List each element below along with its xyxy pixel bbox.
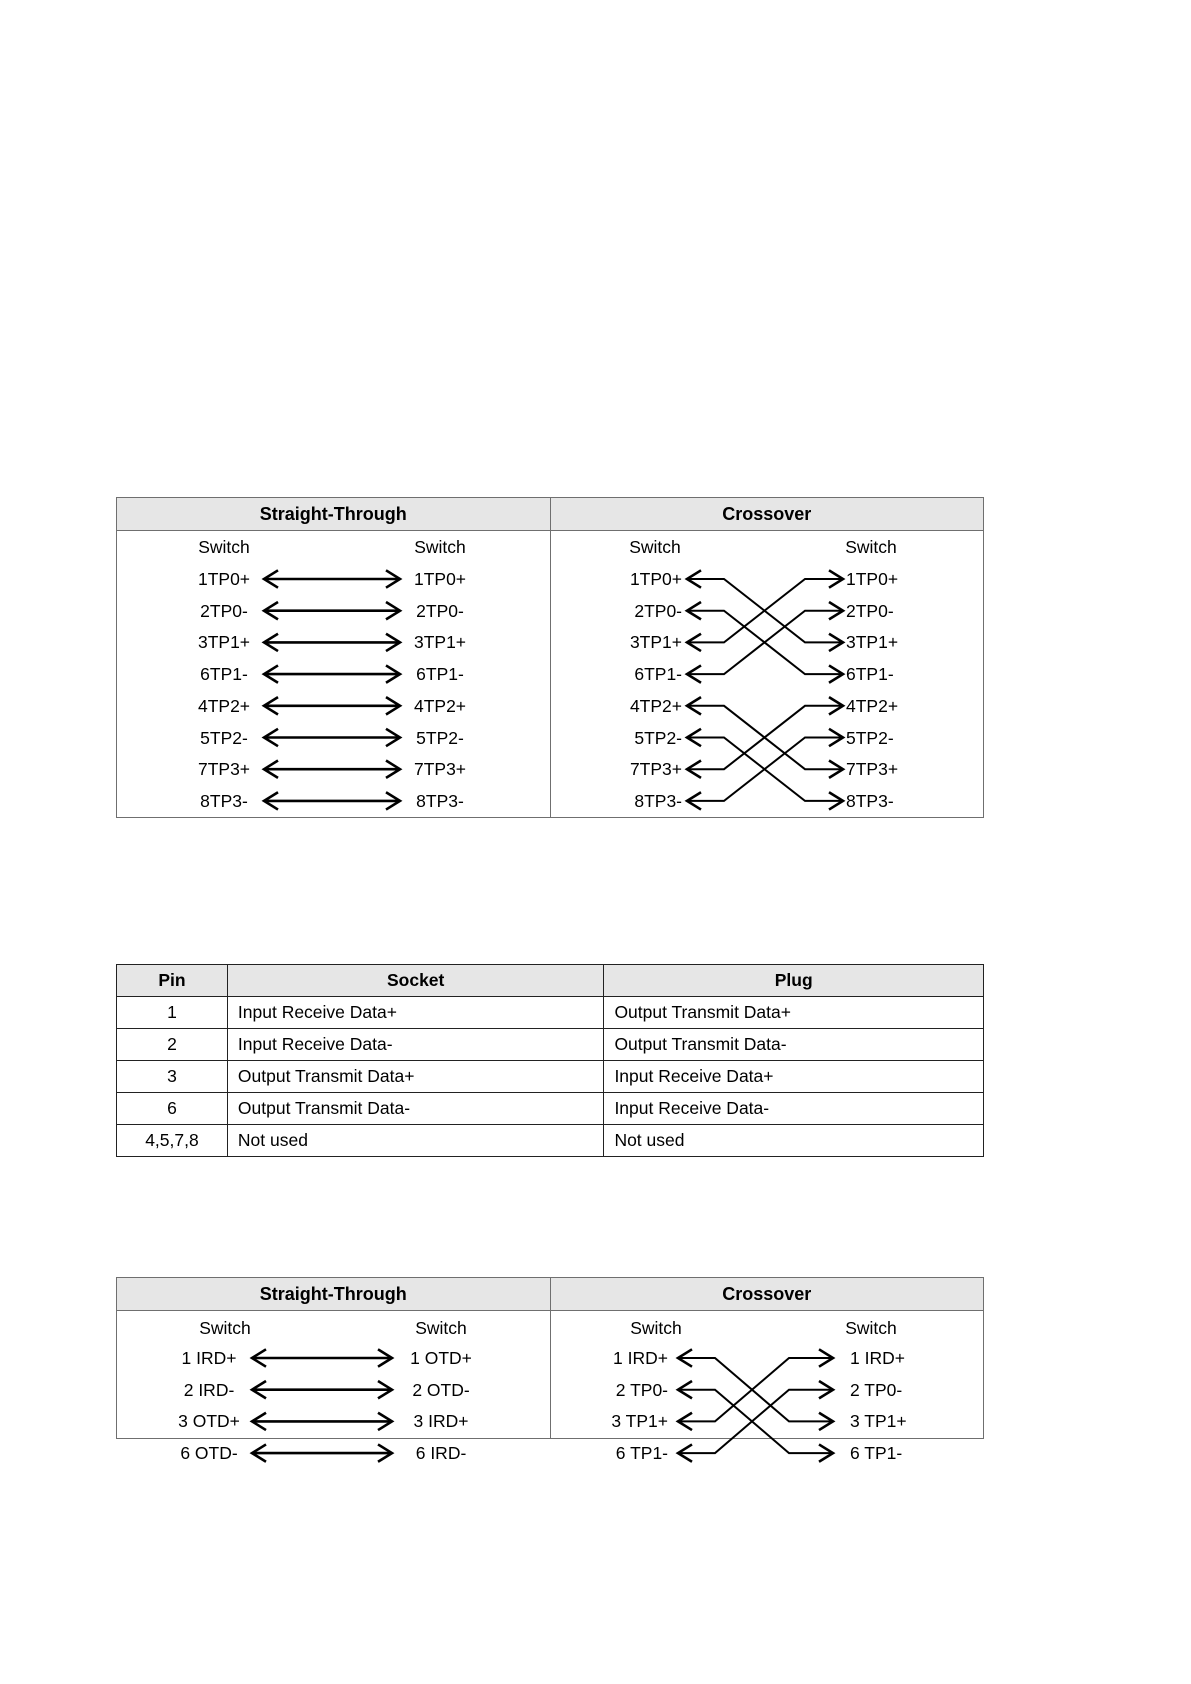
pin-label: 6TP1- xyxy=(200,664,248,685)
table-row xyxy=(117,1061,984,1093)
crossover-header: Crossover xyxy=(550,1278,984,1311)
pin-label: 5TP2- xyxy=(200,727,248,748)
pin-label: 3TP1+ xyxy=(629,632,682,653)
connection-arrows xyxy=(117,1278,985,1440)
device-label-right: Switch xyxy=(845,537,897,557)
pin-label: 8TP3- xyxy=(846,790,894,811)
connection-arrows xyxy=(117,498,985,819)
device-label-left: Switch xyxy=(199,1318,251,1338)
pin-label: 5TP2- xyxy=(416,727,464,748)
plug-cell: Output Transmit Data- xyxy=(604,1029,984,1061)
pin-label: 2 TP0- xyxy=(850,1379,903,1400)
header-pin: Pin xyxy=(117,965,228,997)
pin-label: 6 TP1- xyxy=(850,1443,903,1464)
pin-label: 1 IRD+ xyxy=(613,1348,668,1368)
pin-label: 5TP2- xyxy=(634,727,682,748)
device-label-left: Switch xyxy=(198,537,250,557)
table-header-row xyxy=(117,965,984,997)
table-row xyxy=(117,1029,984,1061)
pin-label: 1TP0+ xyxy=(629,569,682,589)
table-row xyxy=(117,997,984,1029)
socket-cell: Input Receive Data+ xyxy=(227,997,604,1029)
table-row xyxy=(117,1125,984,1157)
pin-label: 6 TP1- xyxy=(615,1443,668,1464)
pin-label: 4TP2+ xyxy=(629,695,682,716)
pin-label: 7TP3+ xyxy=(197,759,251,780)
pin-label: 3TP1+ xyxy=(413,632,467,653)
pin-label: 2TP0- xyxy=(416,600,464,621)
pin-label: 1 OTD+ xyxy=(410,1348,472,1368)
pin-label: 4TP2+ xyxy=(846,695,899,716)
pin-label: 4TP2+ xyxy=(197,695,251,716)
device-label-left: Switch xyxy=(630,1318,682,1338)
straight-through-header: Straight-Through xyxy=(117,498,550,531)
pin-label: 8TP3- xyxy=(634,790,682,811)
pin-label: 3TP1+ xyxy=(197,632,251,653)
pin-label: 2TP0- xyxy=(200,600,248,621)
pin-label: 6TP1- xyxy=(416,664,464,685)
pin-label: 4TP2+ xyxy=(413,695,467,716)
pin-cell: 4,5,7,8 xyxy=(117,1125,228,1157)
pin-label: 7TP3+ xyxy=(413,759,467,780)
pin-label: 2 OTD- xyxy=(412,1379,470,1400)
pin-label: 6TP1- xyxy=(634,664,682,685)
pin-label: 1TP0+ xyxy=(846,569,899,589)
device-label-left: Switch xyxy=(629,537,681,557)
header-socket: Socket xyxy=(227,965,604,997)
socket-cell: Not used xyxy=(227,1125,604,1157)
pin-label: 1TP0+ xyxy=(413,569,467,589)
pin-label: 7TP3+ xyxy=(846,759,899,780)
pin-cell: 2 xyxy=(117,1029,228,1061)
pin-assignment-table xyxy=(116,964,984,1157)
pin-label: 1 IRD+ xyxy=(181,1348,237,1368)
pin-label: 7TP3+ xyxy=(629,759,682,780)
pin-label: 3 IRD+ xyxy=(413,1411,469,1432)
pin-label: 3 TP1+ xyxy=(611,1411,668,1432)
device-label-right: Switch xyxy=(845,1318,897,1338)
straight-through-header: Straight-Through xyxy=(117,1278,550,1311)
socket-cell: Output Transmit Data- xyxy=(227,1093,604,1125)
pin-label: 2TP0- xyxy=(634,600,682,621)
pin-label: 2 IRD- xyxy=(183,1379,235,1400)
pin-label: 3 TP1+ xyxy=(850,1411,907,1432)
pin-label: 1TP0+ xyxy=(197,569,251,589)
pin-label: 8TP3- xyxy=(416,790,464,811)
pin-cell: 6 xyxy=(117,1093,228,1125)
wiring-diagram-tp xyxy=(116,497,984,818)
plug-cell: Not used xyxy=(604,1125,984,1157)
wiring-diagram-ird-otd xyxy=(116,1277,984,1464)
socket-cell: Output Transmit Data+ xyxy=(227,1061,604,1093)
pin-label: 6TP1- xyxy=(846,664,894,685)
device-label-right: Switch xyxy=(415,1318,467,1338)
socket-cell: Input Receive Data- xyxy=(227,1029,604,1061)
plug-cell: Input Receive Data- xyxy=(604,1093,984,1125)
pin-label: 3 OTD+ xyxy=(178,1411,240,1432)
plug-cell: Input Receive Data+ xyxy=(604,1061,984,1093)
pin-label: 5TP2- xyxy=(846,727,894,748)
header-plug: Plug xyxy=(604,965,984,997)
pin-label: 6 OTD- xyxy=(180,1443,238,1464)
crossover-header: Crossover xyxy=(550,498,984,531)
pin-cell: 1 xyxy=(117,997,228,1029)
device-label-right: Switch xyxy=(414,537,466,557)
pin-label: 1 IRD+ xyxy=(850,1348,905,1368)
pin-label: 6 IRD- xyxy=(415,1443,467,1464)
pin-label: 2TP0- xyxy=(846,600,894,621)
table-row xyxy=(117,1093,984,1125)
plug-cell: Output Transmit Data+ xyxy=(604,997,984,1029)
pin-label: 8TP3- xyxy=(200,790,248,811)
pin-label: 2 TP0- xyxy=(615,1379,668,1400)
pin-label: 3TP1+ xyxy=(846,632,899,653)
pin-cell: 3 xyxy=(117,1061,228,1093)
